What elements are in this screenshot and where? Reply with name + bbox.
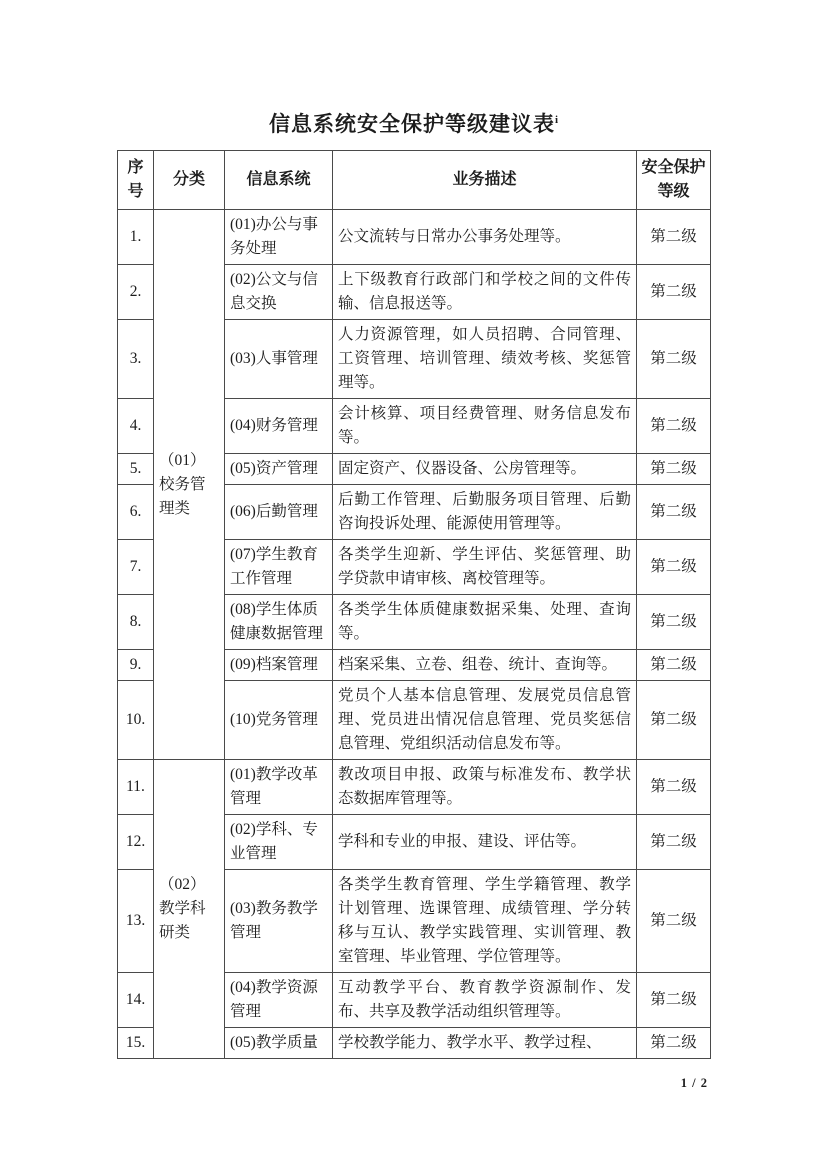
- security-level-table: [117, 150, 711, 1059]
- level-cell: 第二级: [637, 485, 711, 540]
- serial-cell: 3.: [118, 320, 154, 399]
- serial-cell: 13.: [118, 870, 154, 973]
- category-cell-01: （01）校务管理类: [154, 210, 225, 760]
- level-cell: 第二级: [637, 454, 711, 485]
- description-cell: 档案采集、立卷、组卷、统计、查询等。: [333, 650, 637, 681]
- page-title: [117, 0, 710, 138]
- table-row: [118, 210, 711, 265]
- level-cell: 第二级: [637, 870, 711, 973]
- serial-cell: 8.: [118, 595, 154, 650]
- system-cell: (05)教学质量: [225, 1028, 333, 1059]
- system-cell: (02)学科、专业管理: [225, 815, 333, 870]
- serial-cell: 11.: [118, 760, 154, 815]
- system-cell: (06)后勤管理: [225, 485, 333, 540]
- system-cell: (09)档案管理: [225, 650, 333, 681]
- level-cell: 第二级: [637, 210, 711, 265]
- description-cell: 公文流转与日常办公事务处理等。: [333, 210, 637, 265]
- system-cell: (01)教学改革管理: [225, 760, 333, 815]
- level-cell: 第二级: [637, 760, 711, 815]
- system-cell: (05)资产管理: [225, 454, 333, 485]
- system-cell: (07)学生教育工作管理: [225, 540, 333, 595]
- level-cell: 第二级: [637, 681, 711, 760]
- serial-cell: 5.: [118, 454, 154, 485]
- system-cell: (04)教学资源管理: [225, 973, 333, 1028]
- level-cell: 第二级: [637, 815, 711, 870]
- system-cell: (01)办公与事务处理: [225, 210, 333, 265]
- level-cell: 第二级: [637, 973, 711, 1028]
- description-cell: 会计核算、项目经费管理、财务信息发布等。: [333, 399, 637, 454]
- title-footnote-marker: i: [554, 114, 559, 126]
- col-header-category: 分类: [154, 151, 225, 210]
- description-cell: 后勤工作管理、后勤服务项目管理、后勤咨询投诉处理、能源使用管理等。: [333, 485, 637, 540]
- description-cell: 学校教学能力、教学水平、教学过程、: [333, 1028, 637, 1059]
- description-cell: 各类学生教育管理、学生学籍管理、教学计划管理、选课管理、成绩管理、学分转移与互认、教学实践管理、实训管理、教室管理、毕业管理、学位管理等。: [333, 870, 637, 973]
- description-cell: 人力资源管理，如人员招聘、合同管理、工资管理、培训管理、绩效考核、奖惩管理等。: [333, 320, 637, 399]
- table-row: [118, 760, 711, 815]
- serial-cell: 7.: [118, 540, 154, 595]
- col-header-serial: 序号: [118, 151, 154, 210]
- serial-cell: 12.: [118, 815, 154, 870]
- serial-cell: 6.: [118, 485, 154, 540]
- system-cell: (04)财务管理: [225, 399, 333, 454]
- serial-cell: 14.: [118, 973, 154, 1028]
- page-title-text: 信息系统安全保护等级建议表: [268, 112, 555, 136]
- col-header-description: 业务描述: [333, 151, 637, 210]
- level-cell: 第二级: [637, 540, 711, 595]
- level-cell: 第二级: [637, 595, 711, 650]
- system-cell: (10)党务管理: [225, 681, 333, 760]
- serial-cell: 4.: [118, 399, 154, 454]
- col-header-level: 安全保护等级: [637, 151, 711, 210]
- serial-cell: 10.: [118, 681, 154, 760]
- description-cell: 固定资产、仪器设备、公房管理等。: [333, 454, 637, 485]
- serial-cell: 9.: [118, 650, 154, 681]
- level-cell: 第二级: [637, 1028, 711, 1059]
- level-cell: 第二级: [637, 399, 711, 454]
- table-header-row: [118, 151, 711, 210]
- description-cell: 各类学生迎新、学生评估、奖惩管理、助学贷款申请审核、离校管理等。: [333, 540, 637, 595]
- category-cell-02: （02）教学科研类: [154, 760, 225, 1059]
- level-cell: 第二级: [637, 650, 711, 681]
- system-cell: (03)教务教学管理: [225, 870, 333, 973]
- description-cell: 各类学生体质健康数据采集、处理、查询等。: [333, 595, 637, 650]
- description-cell: 互动教学平台、教育教学资源制作、发布、共享及教学活动组织管理等。: [333, 973, 637, 1028]
- page-number: 1 / 2: [680, 1076, 708, 1090]
- system-cell: (02)公文与信息交换: [225, 265, 333, 320]
- serial-cell: 15.: [118, 1028, 154, 1059]
- description-cell: 上下级教育行政部门和学校之间的文件传输、信息报送等。: [333, 265, 637, 320]
- description-cell: 教改项目申报、政策与标准发布、教学状态数据库管理等。: [333, 760, 637, 815]
- col-header-system: 信息系统: [225, 151, 333, 210]
- serial-cell: 1.: [118, 210, 154, 265]
- description-cell: 学科和专业的申报、建设、评估等。: [333, 815, 637, 870]
- description-cell: 党员个人基本信息管理、发展党员信息管理、党员进出情况信息管理、党员奖惩信息管理、党组织活动信息发布等。: [333, 681, 637, 760]
- system-cell: (08)学生体质健康数据管理: [225, 595, 333, 650]
- serial-cell: 2.: [118, 265, 154, 320]
- level-cell: 第二级: [637, 320, 711, 399]
- level-cell: 第二级: [637, 265, 711, 320]
- system-cell: (03)人事管理: [225, 320, 333, 399]
